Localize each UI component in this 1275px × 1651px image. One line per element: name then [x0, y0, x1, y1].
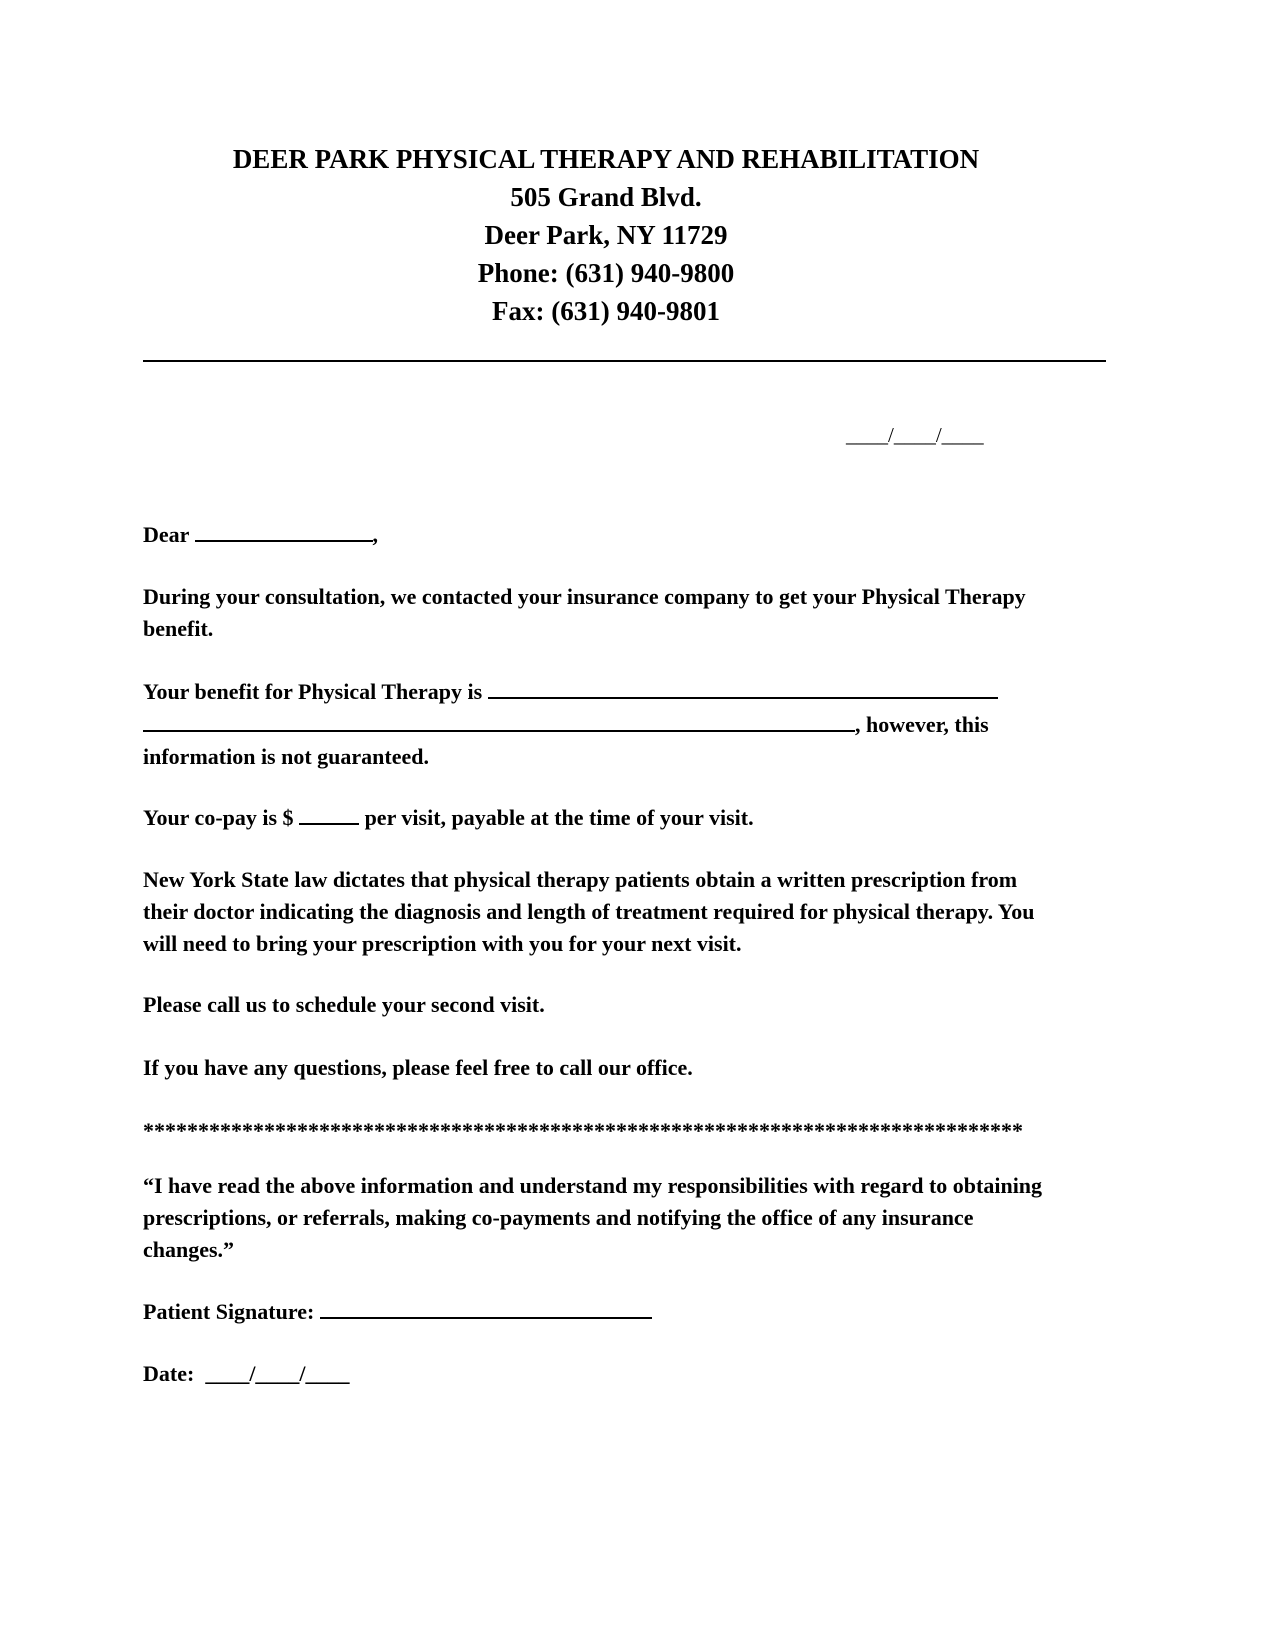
patient-signature-row — [143, 1295, 1083, 1328]
fax-number: Fax: (631) 940-9801 — [492, 296, 720, 326]
copay-amount-field[interactable] — [299, 801, 359, 825]
benefit-prefix: Your benefit for Physical Therapy is — [143, 679, 483, 704]
recipient-name-field[interactable] — [195, 518, 373, 542]
address-line-1: 505 Grand Blvd. — [510, 182, 702, 212]
benefit-field-line-1[interactable] — [488, 675, 998, 699]
signature-label: Patient Signature: — [143, 1299, 315, 1324]
date-row — [143, 1358, 1083, 1390]
header-divider — [143, 360, 1106, 362]
paragraph-questions: If you have any questions, please feel free to call our office. — [143, 1055, 693, 1080]
signature-date-field[interactable]: ____/____/____ — [205, 1361, 350, 1386]
address-line-2: Deer Park, NY 11729 — [484, 220, 728, 250]
paragraph-prescription-law: New York State law dictates that physical therapy patients obtain a written prescription from their doctor indicating the diagnosis and length of treatment required for physical therapy. You will need to bring your prescription with you for your next visit. — [143, 867, 1035, 956]
paragraph-consultation: During your consultation, we contacted your insurance company to get your Physical Therapy benefit. — [143, 584, 1026, 641]
patient-signature-field[interactable] — [320, 1295, 652, 1319]
separator-asterisks: ******************************************************************************** — [143, 1118, 1023, 1143]
phone-number: Phone: (631) 940-9800 — [477, 258, 735, 288]
copay-suffix: per visit, payable at the time of your visit. — [364, 805, 754, 830]
paragraph-copay — [143, 801, 1083, 834]
date-label: Date: — [143, 1361, 195, 1386]
salutation-comma: , — [372, 522, 379, 547]
salutation — [143, 518, 1083, 551]
salutation-prefix: Dear — [143, 522, 190, 547]
benefit-field-line-2[interactable] — [143, 708, 855, 732]
organization-name: DEER PARK PHYSICAL THERAPY AND REHABILITATION — [232, 144, 980, 174]
benefit-suffix: , however, this information is not guaranteed. — [143, 712, 989, 769]
acknowledgement-statement: “I have read the above information and understand my responsibilities with regard to obtaining prescriptions, or referrals, making co-payments and notifying the office of any insurance changes.” — [143, 1173, 1043, 1262]
copay-prefix: Your co-pay is $ — [143, 805, 294, 830]
letterhead — [0, 140, 1212, 330]
paragraph-benefit — [143, 675, 1083, 773]
letter-date-field[interactable]: ____/____/____ — [846, 423, 984, 447]
paragraph-schedule: Please call us to schedule your second visit. — [143, 992, 545, 1017]
